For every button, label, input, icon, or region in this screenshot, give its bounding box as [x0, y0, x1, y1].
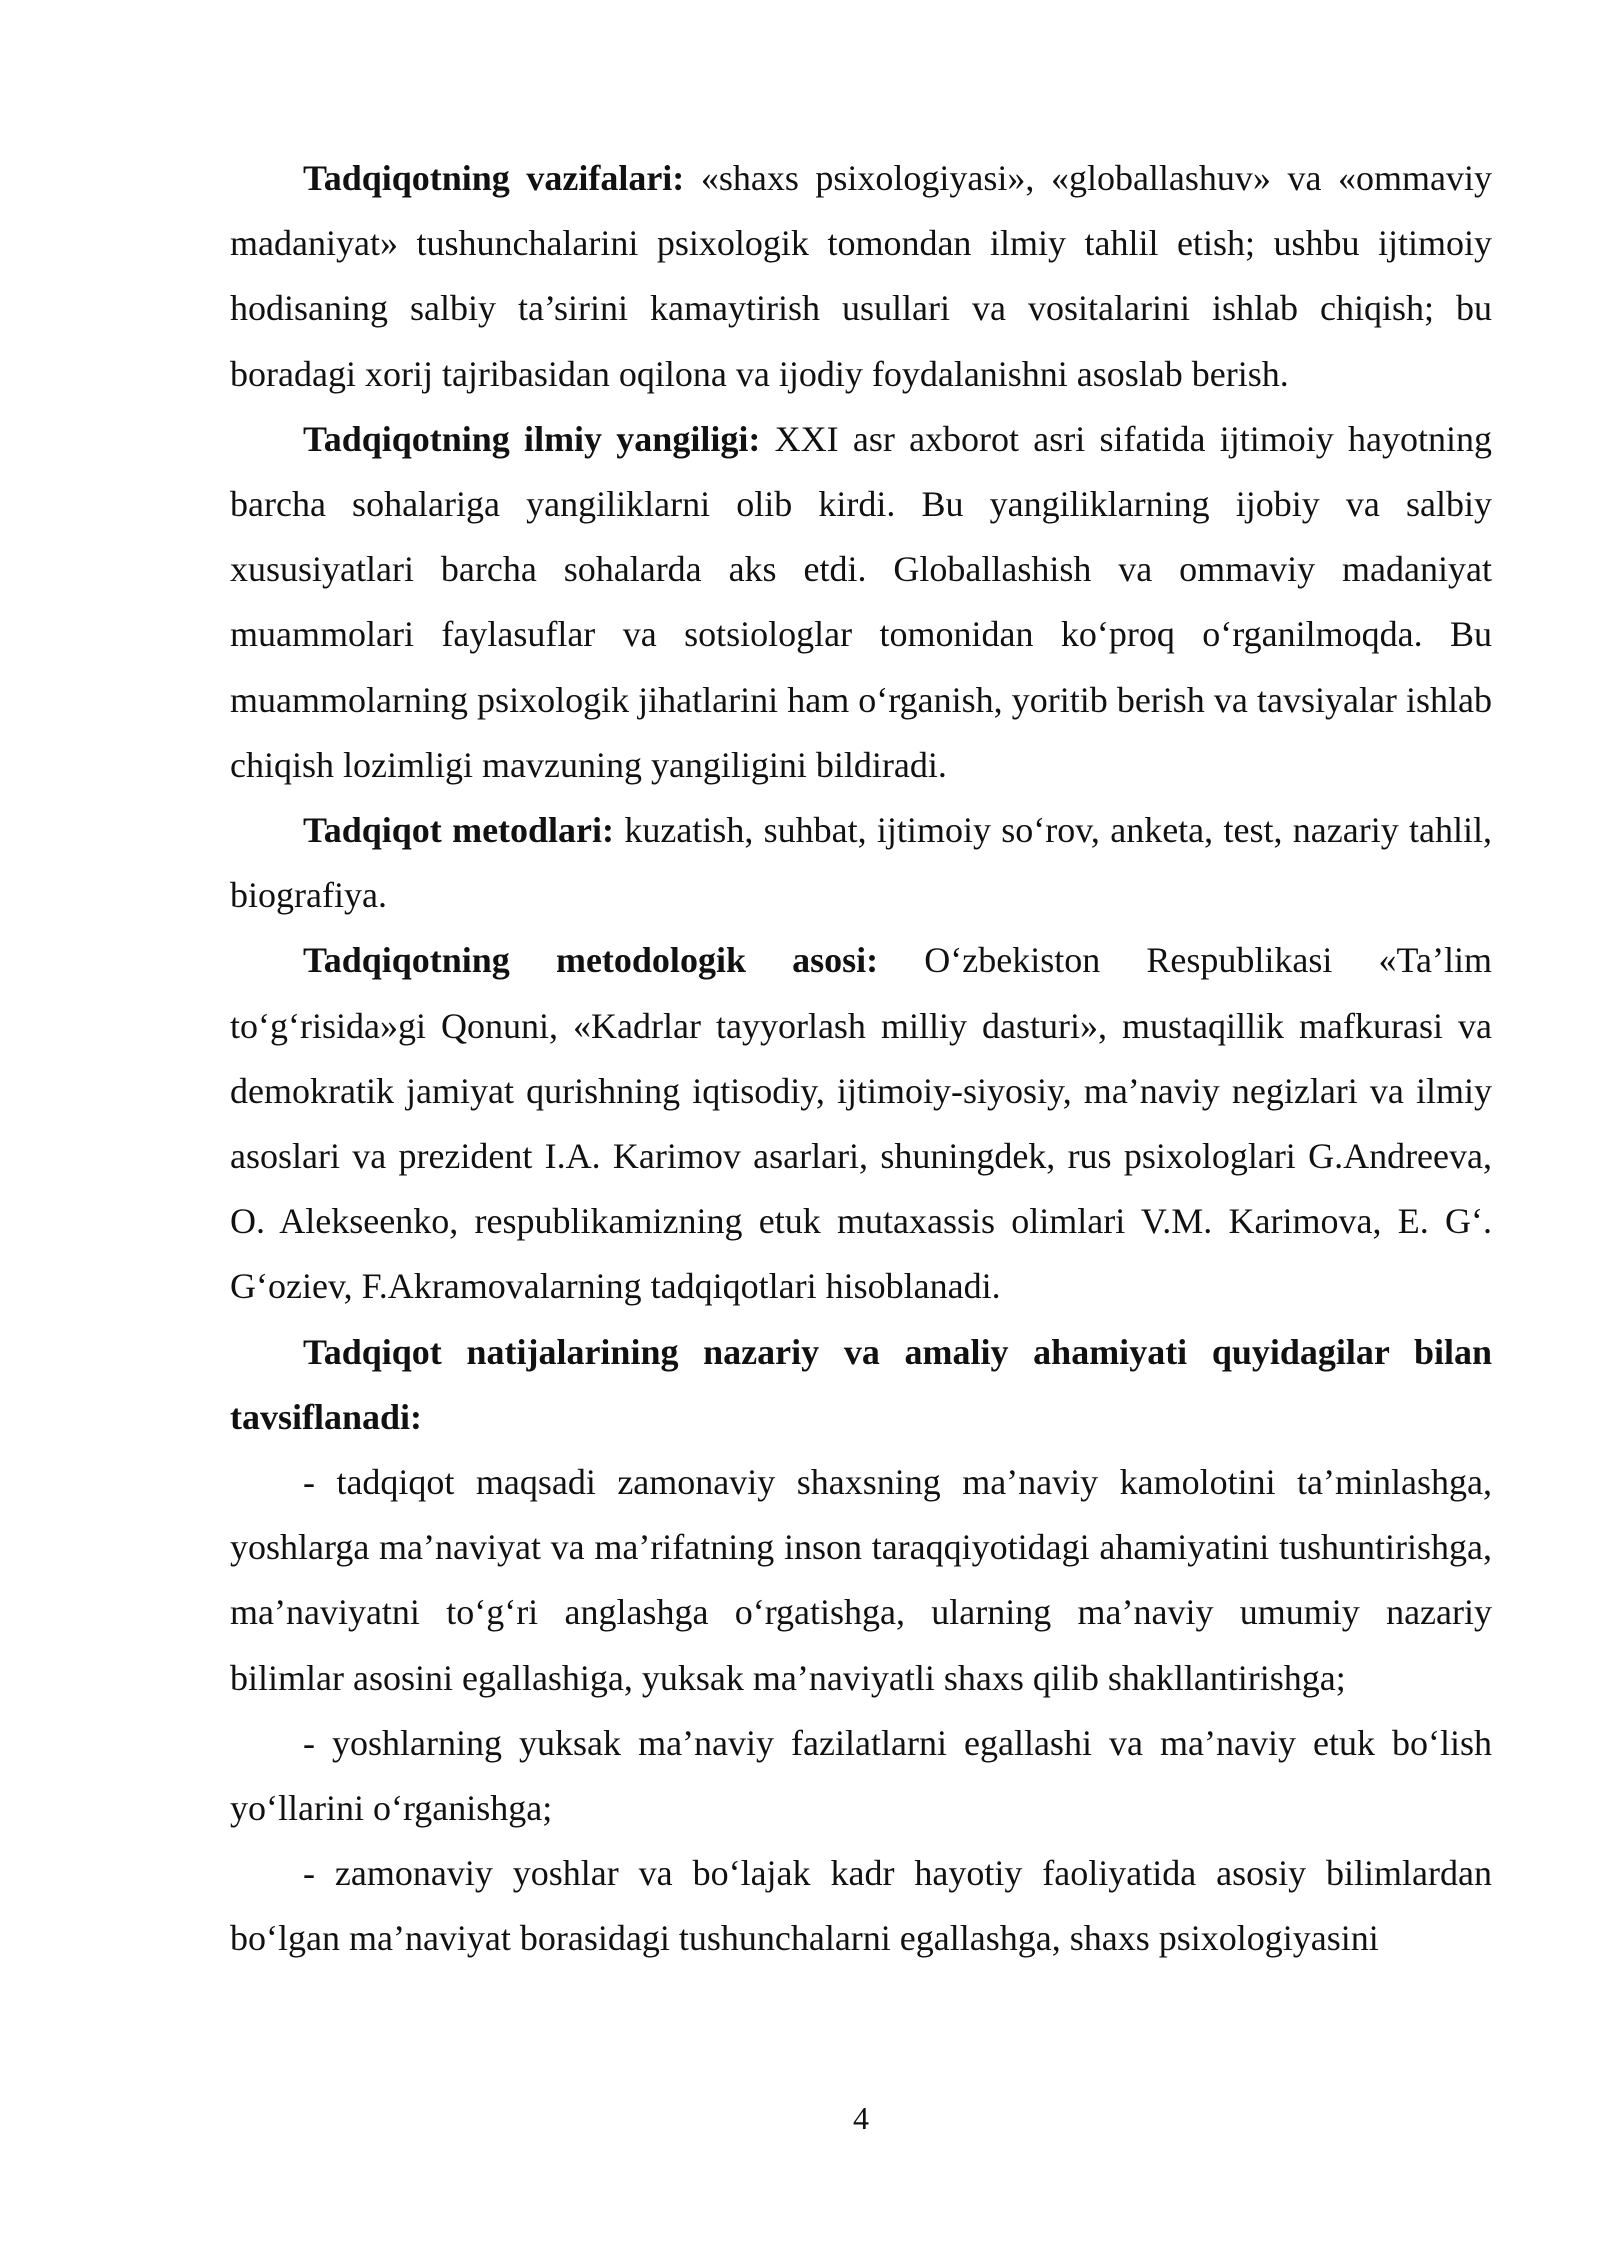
paragraph-label: Tadqiqot metodlari: — [303, 810, 615, 851]
paragraph-text: kuzatish, suhbat, ijtimoiy so‘rov, anketa, test, nazariy tahlil, biografiya. — [230, 810, 1492, 916]
body-text — [230, 146, 1492, 1972]
paragraph-label: Tadqiqotning ilmiy yangiligi: — [303, 418, 761, 459]
list-item-text: - tadqiqot maqsadi zamonaviy shaxsning ma’naviy kamolotini ta’minlashga, yoshlarga ma’naviyat va ma’rifatning inson taraqqiyotidagi ahamiyatini tushuntirishga, ma’naviyatni to‘g‘ri anglashga o‘rgatishga, ularning ma’naviy umumiy nazariy bilimlar asosini egallashiga, yuksak ma’naviyatli shaxs qilib shakllantirishga; — [230, 1462, 1492, 1698]
list-item-text: - zamonaviy yoshlar va bo‘lajak kadr hayotiy faoliyatida asosiy bilimlardan bo‘lgan ma’naviyat borasidagi tushunchalarni egallashga, shaxs psixologiyasini — [230, 1853, 1492, 1959]
paragraph-label: Tadqiqot natijalarining nazariy va amaliy ahamiyati quyidagilar bilan tavsiflanadi: — [230, 1331, 1492, 1437]
paragraph-methodological-basis — [230, 928, 1492, 1319]
paragraph-significance-heading — [230, 1320, 1492, 1450]
paragraph-label: Tadqiqotning vazifalari: — [303, 158, 685, 198]
paragraph-text: XXI asr axborot asri sifatida ijtimoiy hayotning barcha sohalariga yangiliklarni olib kirdi. Bu yangiliklarning ijobiy va salbiy xususiyatlari barcha sohalarda aks etdi. Globallashish va ommaviy madaniyat muammolari faylasuflar va sotsiologlar tomonidan ko‘proq o‘rganilmoqda. Bu muammolarning psixologik jihatlarini ham o‘rganish, yoritib berish va tavsiyalar ishlab chiqish lozimligi mavzuning yangiligini bildiradi. — [230, 418, 1492, 785]
list-item-text: - yoshlarning yuksak ma’naviy fazilatlarni egallashi va ma’naviy etuk bo‘lish yo‘llarini o‘rganishga; — [230, 1722, 1492, 1829]
paragraph-text: O‘zbekiston Respublikasi «Ta’lim to‘g‘risida»gi Qonuni, «Kadrlar tayyorlash milliy dasturi», mustaqillik mafkurasi va demokratik jamiyat qurishning iqtisodiy, ijtimoiy-siyosiy, ma’naviy negizlari va ilmiy asoslari va prezident I.A. Karimov asarlari, shuningdek, rus psixologlari G.Andreeva, O. Alekseenko, respublikamizning etuk mutaxassis olimlari V.M. Karimova, E. G‘. G‘oziev, F.Akramovalarning tadqiqotlari hisoblanadi. — [230, 940, 1492, 1307]
page-number: 4 — [853, 2100, 869, 2136]
list-item — [230, 1450, 1492, 1711]
paragraph-text: «shaxs psixologiyasi», «globallashuv» va «ommaviy madaniyat» tushunchalarini psixologik tomondan ilmiy tahlil etish; ushbu ijtimoiy hodisaning salbiy ta’sirini kamaytirish usullari va vositalarini ishlab chiqish; bu boradagi xorij tajribasidan oqilona va ijodiy foydalanishni asoslab berish. — [230, 158, 1492, 394]
paragraph-research-methods — [230, 798, 1492, 928]
list-item — [230, 1711, 1492, 1841]
paragraph-scientific-novelty — [230, 407, 1492, 798]
paragraph-label: Tadqiqotning metodologik asosi: — [303, 940, 879, 981]
list-item — [230, 1841, 1492, 1971]
paragraph-research-tasks — [230, 146, 1492, 407]
